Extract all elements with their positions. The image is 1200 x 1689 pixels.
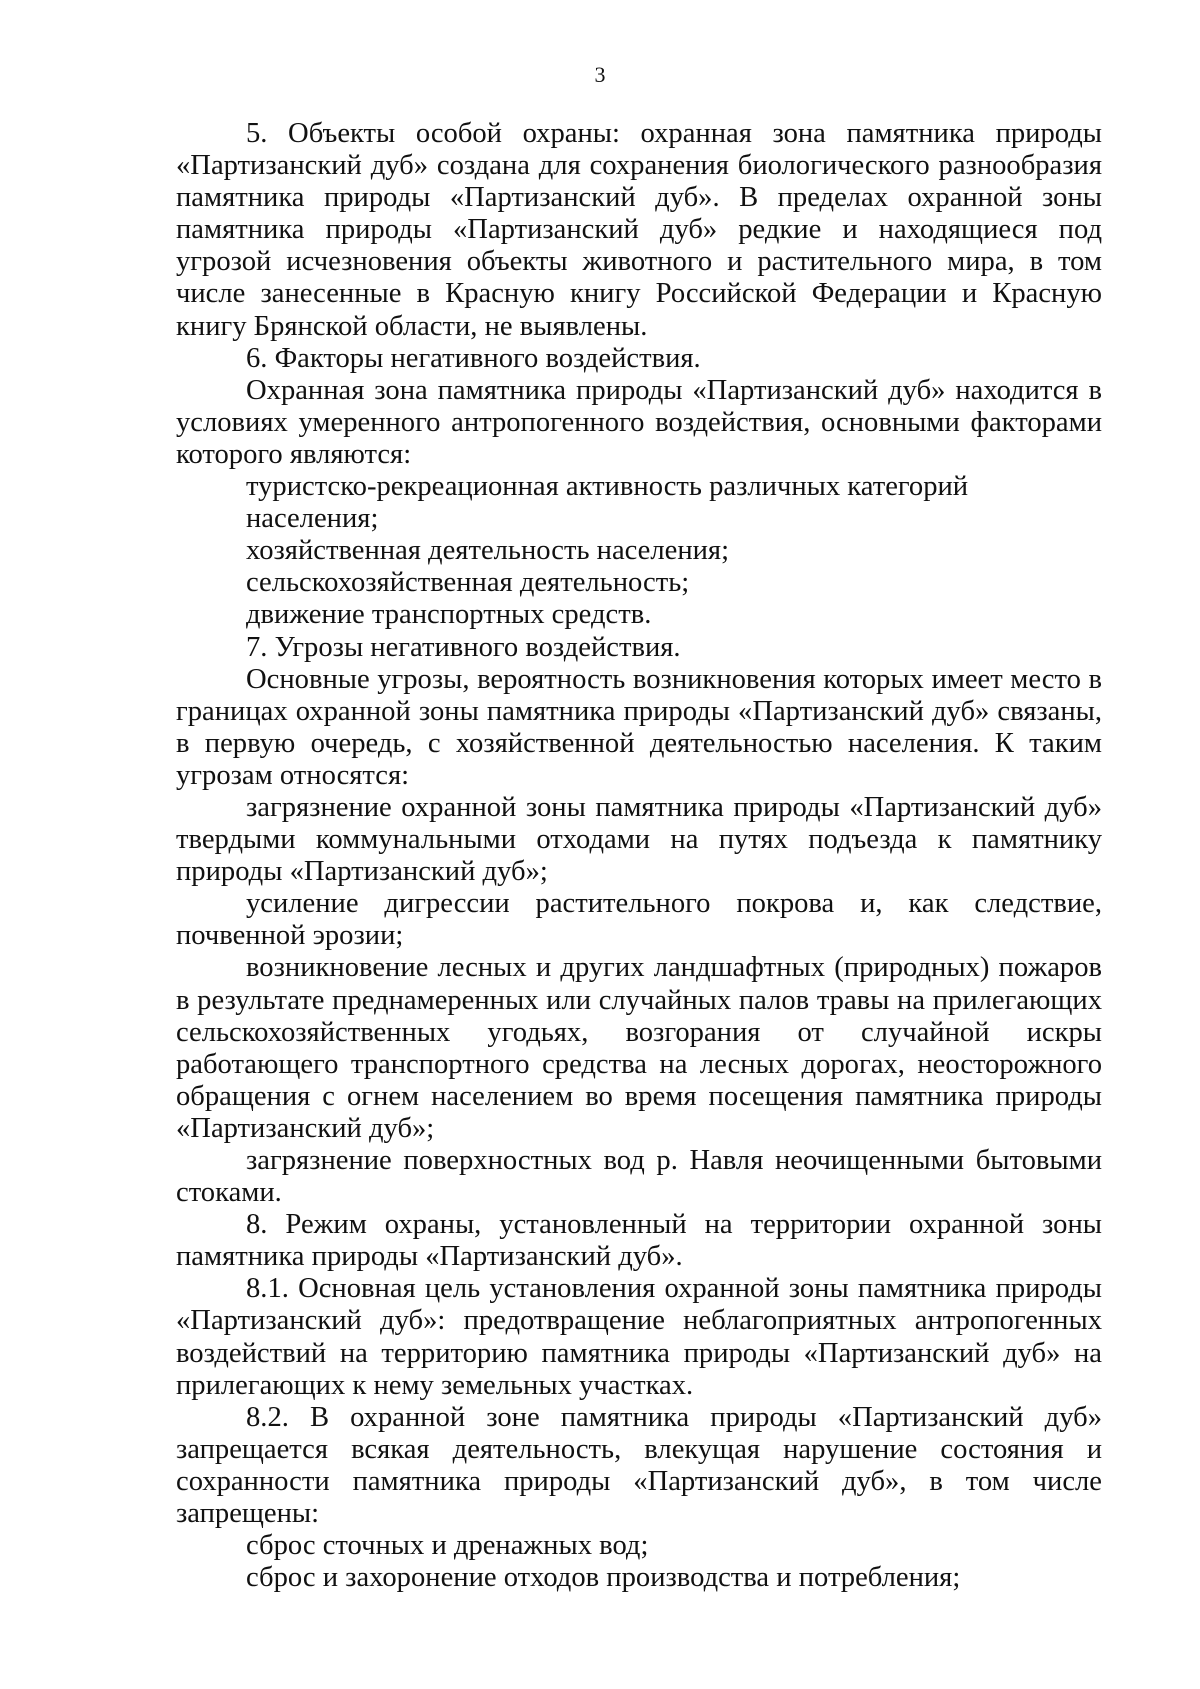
paragraph: загрязнение поверхностных вод р. Навля неочищенными бытовыми стоками.	[176, 1145, 1102, 1209]
list-item: сельскохозяйственная деятельность;	[246, 567, 690, 599]
list-item: сброс сточных и дренажных вод;	[246, 1530, 649, 1562]
list-item: туристско-рекреационная активность различных категорий населения;	[246, 471, 969, 535]
list-item: сброс и захоронение отходов производства и потребления;	[246, 1562, 961, 1594]
page-number: 3	[594, 62, 606, 87]
paragraph: усиление дигрессии растительного покрова и, как следствие, почвенной эрозии;	[176, 888, 1102, 952]
paragraph: 5. Объекты особой охраны: охранная зона памятника природы «Партизанский дуб» создана для сохранения биологического разнообразия памятника природы «Партизанский дуб». В пределах охранной зоны памятника природы «Партизанский дуб» редкие и находящиеся под угрозой исчезновения объекты животного и растительного мира, в том числе занесенные в Красную книгу Российской Федерации и Красную книгу Брянской области, не выявлены.	[176, 118, 1102, 342]
paragraph: Основные угрозы, вероятность возникновения которых имеет место в границах охранной зоны памятника природы «Партизанский дуб» связаны, в первую очередь, с хозяйственной деятельностью населения. К таким угрозам относятся:	[176, 663, 1102, 791]
list-item: движение транспортных средств.	[246, 599, 652, 631]
paragraph: загрязнение охранной зоны памятника природы «Партизанский дуб» твердыми коммунальными отходами на путях подъезда к памятнику природы «Партизанский дуб»;	[176, 791, 1102, 888]
paragraph: возникновение лесных и других ландшафтных (природных) пожаров в результате преднамеренных или случайных палов травы на прилегающих сельскохозяйственных угодьях, возгорания от случайной искры работающего транспортного средства на лесных дорогах, неосторожного обращения с огнем населением во время посещения памятника природы «Партизанский дуб»;	[176, 952, 1102, 1144]
paragraph: 6. Факторы негативного воздействия.	[246, 342, 701, 374]
paragraph: 8. Режим охраны, установленный на территории охранной зоны памятника природы «Партизанский дуб».	[176, 1209, 1102, 1273]
paragraph: 8.1. Основная цель установления охранной зоны памятника природы «Партизанский дуб»: предотвращение неблагоприятных антропогенных воздействий на территорию памятника природы «Партизанский дуб» на прилегающих к нему земельных участках.	[176, 1273, 1102, 1401]
paragraph: Охранная зона памятника природы «Партизанский дуб» находится в условиях умеренного антропогенного воздействия, основными факторами которого являются:	[176, 374, 1102, 470]
paragraph: 7. Угрозы негативного воздействия.	[246, 631, 681, 663]
paragraph: 8.2. В охранной зоне памятника природы «Партизанский дуб» запрещается всякая деятельность, влекущая нарушение состояния и сохранности памятника природы «Партизанский дуб», в том числе запрещены:	[176, 1401, 1102, 1530]
list-item: хозяйственная деятельность населения;	[246, 535, 730, 567]
document-body	[176, 118, 1102, 1594]
